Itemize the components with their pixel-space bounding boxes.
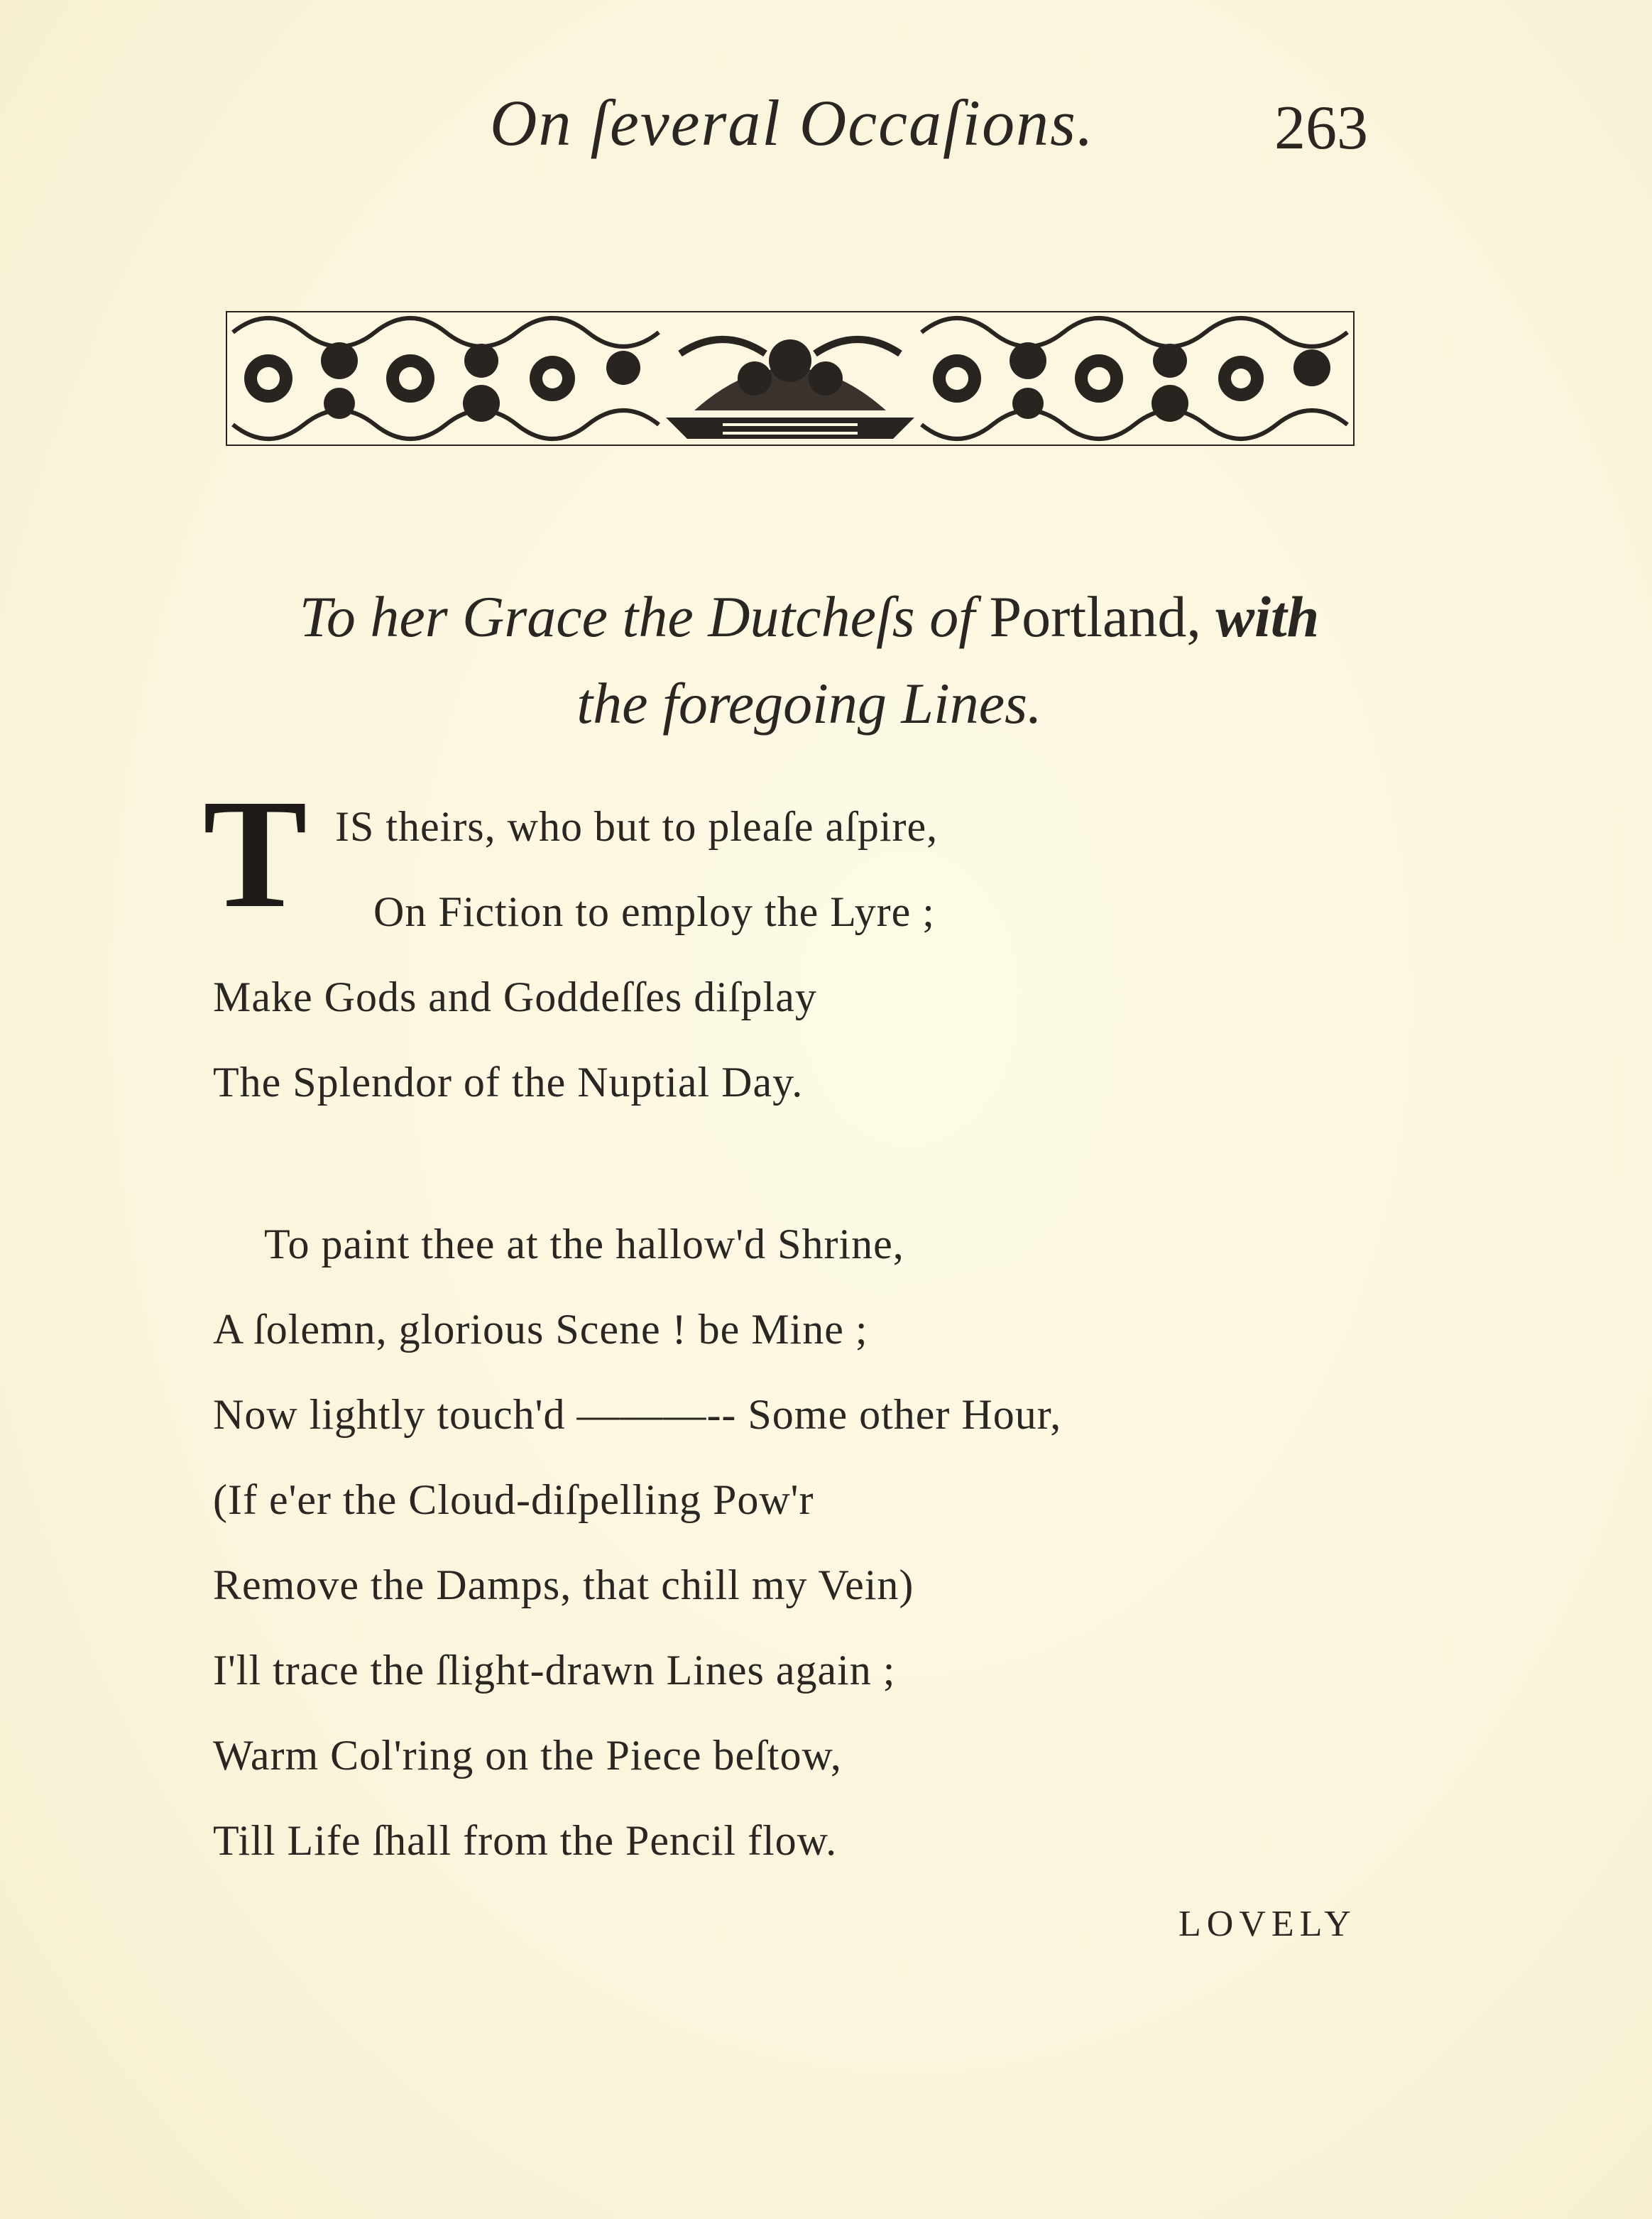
drop-cap: T	[203, 767, 307, 940]
stanza2-line-6: I'll trace the ſlight-drawn Lines again ;	[213, 1647, 896, 1694]
stanza2-line-5: Remove the Damps, that chill my Vein)	[213, 1561, 914, 1608]
stanza2-line-4: (If e'er the Cloud-diſpelling Pow'r	[213, 1476, 814, 1523]
stanza2-line-3: Now lightly touch'd ———-- Some other Hour,	[213, 1391, 1062, 1438]
stanza1-line-2: On Fiction to employ the Lyre ;	[373, 888, 935, 935]
stanza1-line-3: Make Gods and Goddeſſes diſplay	[213, 974, 817, 1020]
poem-title	[213, 574, 1406, 747]
title-part-3: with	[1215, 584, 1320, 649]
decorative-headpiece-icon	[226, 311, 1355, 446]
stanza2-line-2: A ſolemn, glorious Scene ! be Mine ;	[213, 1306, 868, 1353]
title-part-1: To her Grace the Dutcheſs of	[299, 584, 990, 649]
catchword: LOVELY	[1178, 1904, 1357, 1944]
stanza2-line-8: Till Life ſhall from the Pencil flow.	[213, 1817, 838, 1864]
page-number: 263	[1274, 94, 1368, 163]
stanza2-line-1: To paint thee at the hallow'd Shrine,	[264, 1221, 904, 1267]
stanza2-line-7: Warm Col'ring on the Piece beſtow,	[213, 1732, 842, 1779]
stanza1-line-4: The Splendor of the Nuptial Day.	[213, 1059, 804, 1106]
title-part-4: the foregoing Lines.	[576, 671, 1042, 736]
running-title: On ſeveral Occaſions.	[490, 87, 1095, 159]
stanza1-line-1: IS theirs, who but to pleaſe aſpire,	[335, 803, 939, 850]
title-part-2: Portland,	[989, 584, 1216, 649]
